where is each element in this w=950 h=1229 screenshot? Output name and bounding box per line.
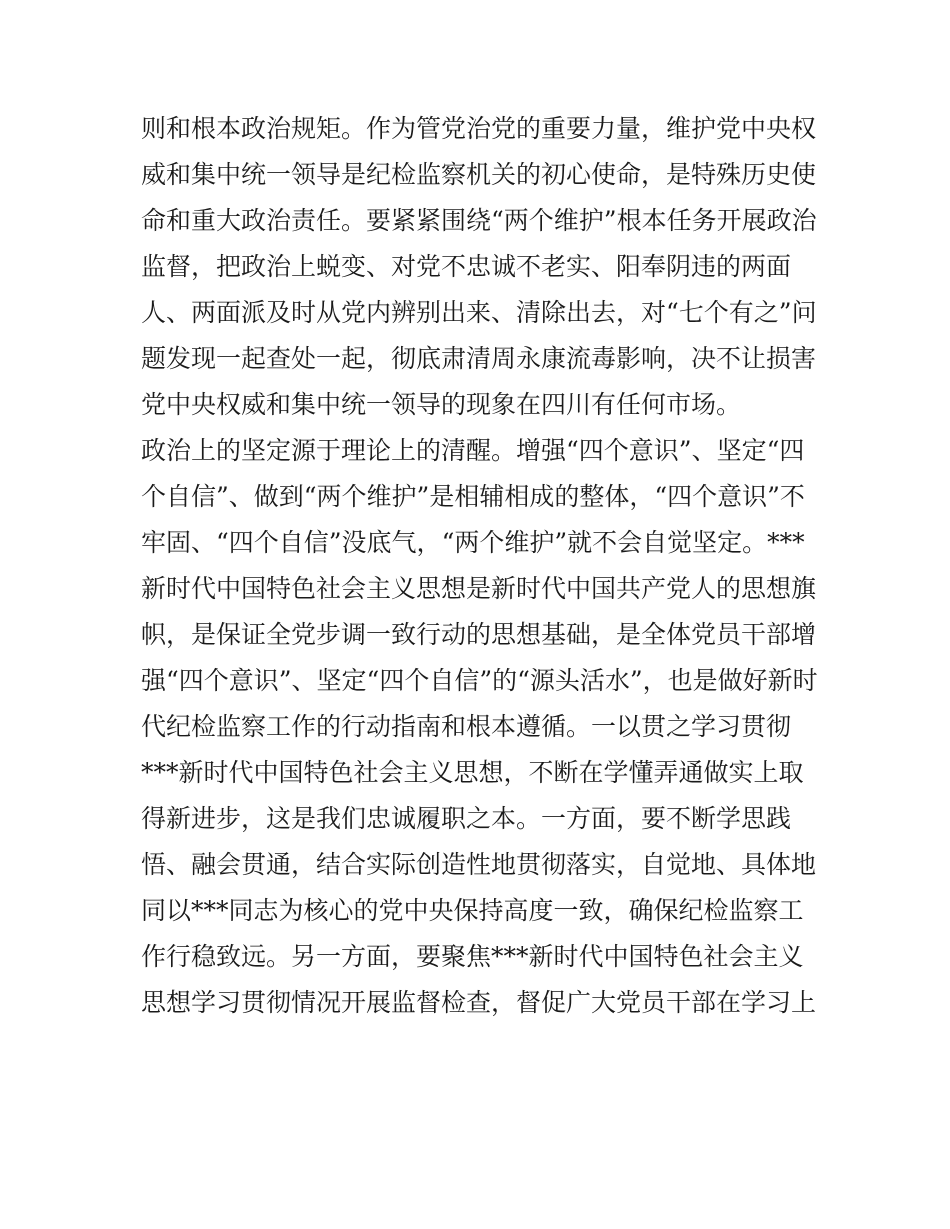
text-line: 个自信”、做到“两个维护”是相辅相成的整体，“四个意识”不 <box>141 482 805 511</box>
text-line: 新时代中国特色社会主义思想是新时代中国共产党人的思想旗 <box>141 574 817 603</box>
text-line: 牢固、“四个自信”没底气，“两个维护”就不会自觉坚定。*** <box>141 528 805 557</box>
text-line: 思想学习贯彻情况开展监督检查，督促广大党员干部在学习上 <box>141 988 817 1017</box>
text-line: 悟、融会贯通，结合实际创造性地贯彻落实，自觉地、具体地 <box>141 850 817 879</box>
text-line: 同以***同志为核心的党中央保持高度一致，确保纪检监察工 <box>141 896 804 925</box>
text-line: 党中央权威和集中统一领导的现象在四川有任何市场。 <box>141 390 742 419</box>
text-line: 帜，是保证全党步调一致行动的思想基础，是全体党员干部增 <box>141 620 817 649</box>
text-line: 题发现一起查处一起，彻底肃清周永康流毒影响，决不让损害 <box>141 344 817 373</box>
text-line: ***新时代中国特色社会主义思想，不断在学懂弄通做实上取 <box>141 758 804 787</box>
body-text <box>141 106 821 1026</box>
text-line: 作行稳致远。另一方面，要聚焦***新时代中国特色社会主义 <box>141 942 804 971</box>
text-line: 监督，把政治上蜕变、对党不忠诚不老实、阳奉阴违的两面 <box>141 252 792 281</box>
text-line: 命和重大政治责任。要紧紧围绕“两个维护”根本任务开展政治 <box>141 206 817 235</box>
text-line: 代纪检监察工作的行动指南和根本遵循。一以贯之学习贯彻 <box>141 712 792 741</box>
text-line: 政治上的坚定源于理论上的清醒。增强“四个意识”、坚定“四 <box>141 436 805 465</box>
text-line: 强“四个意识”、坚定“四个自信”的“源头活水”，也是做好新时 <box>141 666 818 695</box>
text-line: 则和根本政治规矩。作为管党治党的重要力量，维护党中央权 <box>141 114 817 143</box>
text-line: 得新进步，这是我们忠诚履职之本。一方面，要不断学思践 <box>141 804 792 833</box>
text-line: 威和集中统一领导是纪检监察机关的初心使命，是特殊历史使 <box>141 160 817 189</box>
text-line: 人、两面派及时从党内辨别出来、清除出去，对“七个有之”问 <box>141 298 817 327</box>
